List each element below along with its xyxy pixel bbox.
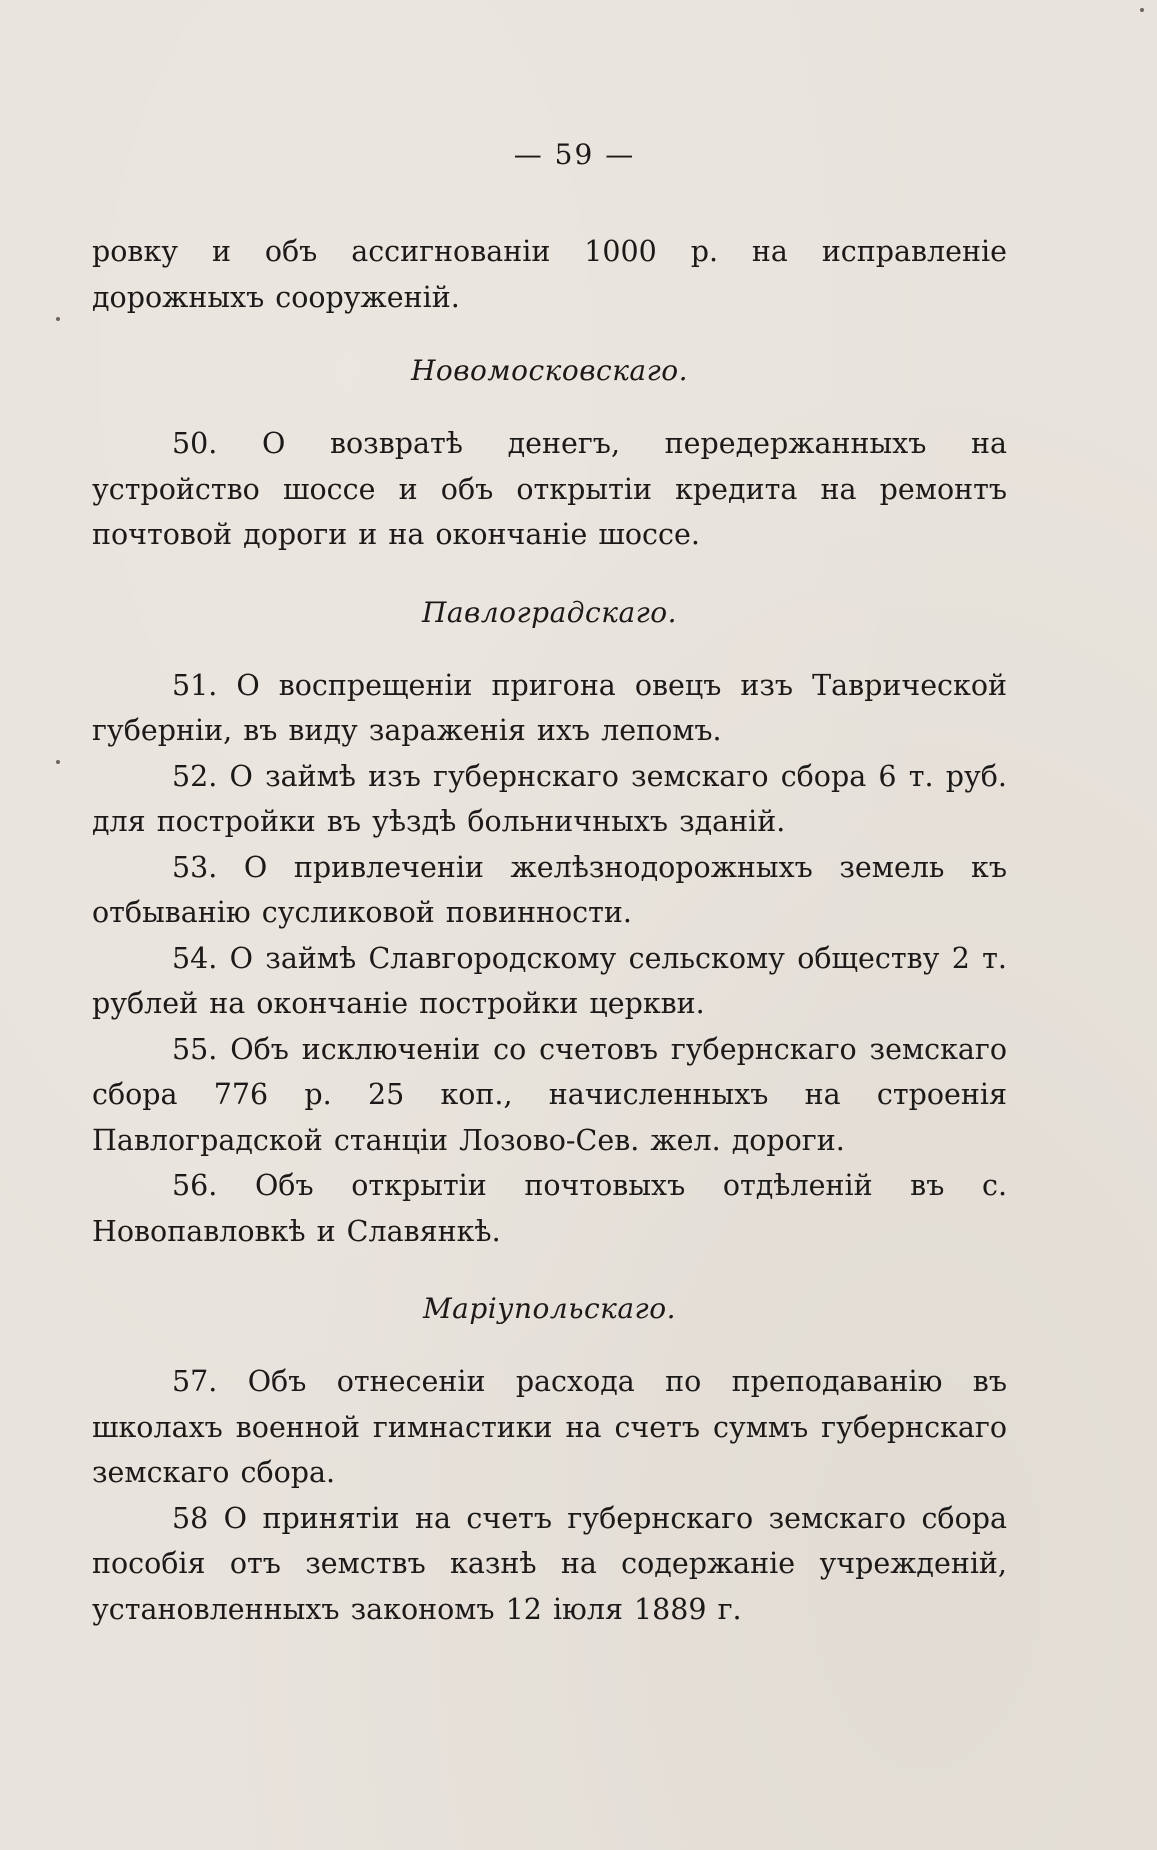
item-50: 50. О возвратѣ денегъ, передержанныхъ на устройство шоссе и объ открытіи кредита на ремонтъ почтовой дороги и на окончаніе шоссе. <box>92 427 1007 551</box>
scan-speck <box>56 760 60 764</box>
scan-speck <box>1140 8 1144 12</box>
item-55: 55. Объ исключеніи со счетовъ губернскаго земскаго сбора 776 р. 25 коп., начисленныхъ на строенія Павлоградской станціи Лозово-Сев. жел. дороги. <box>92 1032 1007 1157</box>
item-51: 51. О воспрещеніи пригона овецъ изъ Таврической губерніи, въ виду зараженія ихъ лепомъ. <box>92 668 1007 747</box>
item-56: 56. Объ открытіи почтовыхъ отдѣленій въ с. Новопавловкѣ и Славянкѣ. <box>92 1169 1007 1248</box>
intro-paragraph: ровку и объ ассигнованіи 1000 р. на исправленіе дорожныхъ сооруженій. <box>92 235 1007 314</box>
item-57: 57. Объ отнесеніи расхода по преподаванію въ школахъ военной гимнастики на счетъ суммъ губернскаго земскаго сбора. <box>92 1365 1007 1489</box>
section-heading-mariupol: Маріупольскаго. <box>423 1292 676 1325</box>
item-52: 52. О займѣ изъ губернскаго земскаго сбора 6 т. руб. для постройки въ уѣздѣ больничныхъ зданій. <box>92 759 1007 838</box>
page-number: — 59 — <box>513 138 636 171</box>
section-heading-pavlograd: Павлоградскаго. <box>421 595 678 629</box>
item-54: 54. О займѣ Славгородскому сельскому обществу 2 т. рублей на окончаніе постройки церкви. <box>92 941 1007 1020</box>
item-53: 53. О привлеченіи желѣзнодорожныхъ земель къ отбыванію сусликовой повинности. <box>92 850 1007 929</box>
section-heading-novomoskovsk: Новомосковскаго. <box>410 354 689 387</box>
item-58: 58 О принятіи на счетъ губернскаго земскаго сбора пособія отъ земствъ казнѣ на содержаніе учрежденій, установленныхъ закономъ 12 іюля 1889 г. <box>92 1501 1007 1626</box>
scan-speck <box>56 317 60 321</box>
